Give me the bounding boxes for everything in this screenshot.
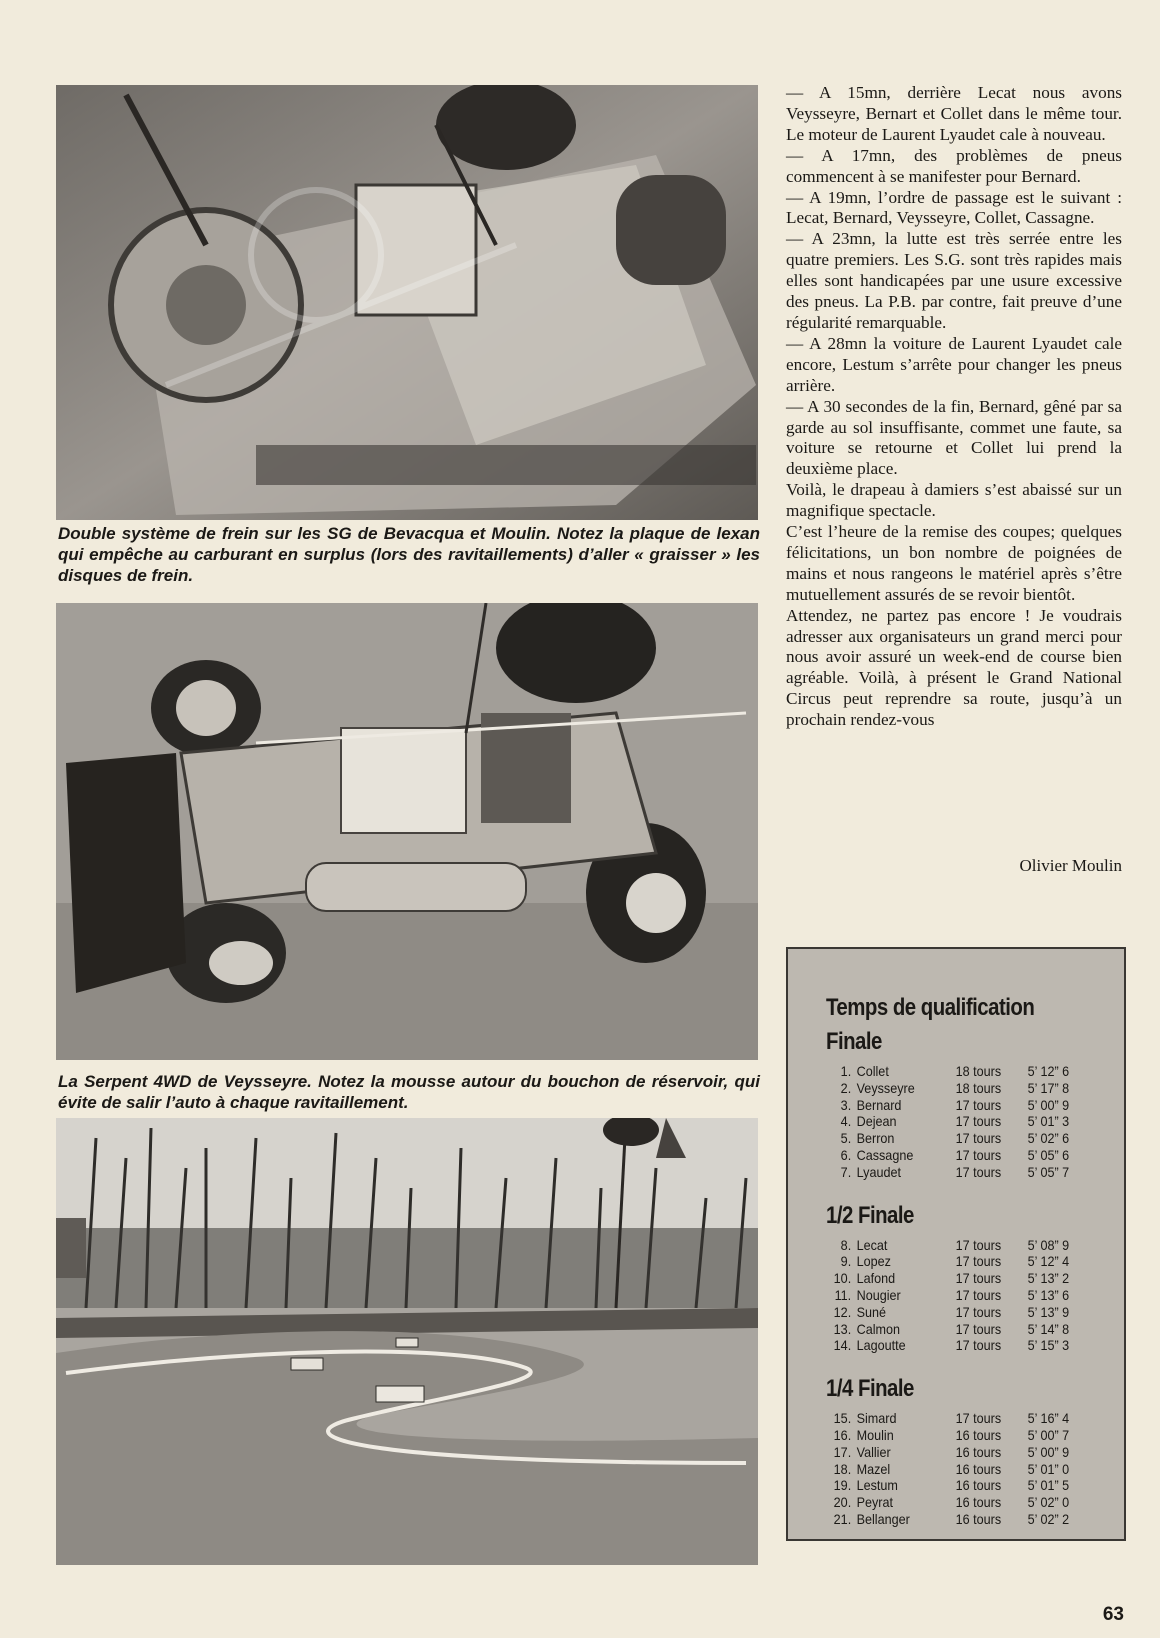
results-laps: 17 tours [955,1270,1002,1287]
results-name: Veysseyre [856,1079,915,1096]
results-time: 5’ 14” 8 [1027,1320,1070,1337]
results-section [826,1025,1124,1181]
results-section [826,1372,1124,1528]
page-number: 63 [1102,1604,1124,1625]
results-row [826,1444,1094,1461]
results-laps: 17 tours [955,1286,1002,1303]
results-rank: 1. [840,1063,852,1079]
results-laps: 17 tours [955,1303,1002,1320]
results-section-heading: 1/4 Finale [826,1375,914,1403]
results-time: 5’ 00” 9 [1027,1096,1070,1113]
results-laps: 17 tours [955,1320,1002,1337]
results-name: Vallier [856,1443,891,1460]
results-list [826,1410,1124,1528]
race-track-photo [56,1118,758,1565]
results-rank: 9. [840,1253,852,1270]
results-rank: 16. [833,1426,852,1443]
results-laps: 17 tours [955,1253,1002,1270]
results-row [826,1147,1094,1164]
results-rank: 3. [840,1096,852,1113]
results-row [826,1164,1094,1181]
results-rank: 10. [833,1270,852,1287]
article-paragraph: — A 15mn, derrière Lecat nous avons Veysseyre, Bernart et Collet dans le même tour. Le moteur de Laurent Lyaudet cale à nouveau. [786,83,1122,144]
results-rank: 13. [833,1320,852,1337]
results-name: Moulin [856,1426,894,1443]
results-time: 5’ 16” 4 [1027,1410,1070,1427]
results-laps: 17 tours [955,1410,1002,1427]
results-laps: 16 tours [955,1426,1002,1443]
results-name: Collet [856,1063,889,1079]
article-paragraph: — A 30 secondes de la fin, Bernard, gêné par sa garde au sol insuffisante, commet une faute, sa voiture se retourne et Collet lui prend la deuxième place. [786,396,1122,479]
results-section-heading: 1/2 Finale [826,1201,914,1229]
results-name: Dejean [856,1113,897,1130]
results-rank: 8. [840,1236,852,1253]
results-row [826,1304,1094,1321]
results-laps: 17 tours [955,1096,1002,1113]
results-list [826,1237,1124,1355]
results-name: Peyrat [856,1494,894,1511]
results-rank: 5. [840,1130,852,1147]
results-time: 5’ 13” 2 [1027,1270,1070,1287]
results-laps: 17 tours [955,1236,1002,1253]
results-rank: 14. [833,1337,852,1354]
results-time: 5’ 12” 6 [1027,1063,1070,1079]
results-rank: 11. [834,1286,852,1303]
results-name: Lestum [856,1477,898,1494]
results-time: 5’ 01” 0 [1027,1460,1070,1477]
results-rank: 21. [833,1510,852,1527]
results-time: 5’ 02” 2 [1027,1510,1070,1527]
results-time: 5’ 12” 4 [1027,1253,1070,1270]
results-rank: 4. [840,1113,852,1130]
results-rank: 20. [833,1494,852,1511]
results-time: 5’ 17” 8 [1027,1079,1070,1096]
results-rank: 19. [833,1477,852,1494]
results-name: Cassagne [856,1146,914,1163]
results-title: Temps de qualification [826,994,1035,1021]
results-time: 5’ 05” 6 [1027,1146,1070,1163]
results-name: Bernard [856,1096,902,1113]
results-rank: 17. [833,1443,852,1460]
results-section [826,1199,1124,1355]
article-paragraph: — A 28mn la voiture de Laurent Lyaudet cale encore, Lestum s’arrête pour changer les pneus arrière. [786,333,1122,395]
results-section-heading: Finale [826,1028,882,1055]
results-name: Bellanger [856,1510,910,1527]
results-laps: 17 tours [955,1113,1002,1130]
article-paragraph: Attendez, ne partez pas encore ! Je voudrais adresser aux organisateurs un grand merci pour nous avoir assuré un week-end de course bien agréable. Voilà, à présent le Grand National Circus peut reprendre sa route, jusqu’à un prochain rendez-vous [786,605,1122,730]
results-laps: 16 tours [955,1494,1002,1511]
results-name: Lagoutte [856,1337,906,1354]
results-name: Nougier [856,1286,901,1303]
results-laps: 18 tours [955,1063,1002,1079]
results-row [826,1461,1094,1478]
results-name: Mazel [856,1460,891,1477]
results-name: Berron [856,1130,895,1147]
results-laps: 17 tours [955,1337,1002,1354]
results-row [826,1427,1094,1444]
results-row [826,1337,1094,1354]
results-row [826,1063,1094,1080]
results-row [826,1253,1094,1270]
article-paragraph: C’est l’heure de la remise des coupes; quelques félicitations, un bon nombre de poignées de mains et nous rangeons le matériel après s’être mutuellement assurés de se revoir bientôt. [786,522,1122,604]
results-time: 5’ 15” 3 [1027,1337,1070,1354]
results-rank: 7. [840,1163,852,1180]
results-row [826,1270,1094,1287]
qualification-results-box [786,947,1126,1541]
results-laps: 18 tours [955,1079,1002,1096]
results-laps: 16 tours [955,1477,1002,1494]
results-name: Lafond [856,1270,896,1287]
results-time: 5’ 00” 9 [1027,1443,1070,1460]
results-row [826,1477,1094,1494]
results-time: 5’ 00” 7 [1027,1426,1070,1443]
results-name: Simard [856,1410,897,1427]
results-row [826,1237,1094,1254]
results-name: Suné [856,1303,887,1320]
results-name: Lyaudet [856,1163,901,1180]
article-paragraph: — A 17mn, des problèmes de pneus commencent à se manifester pour Bernard. [786,145,1122,186]
results-time: 5’ 02” 6 [1027,1130,1070,1147]
results-time: 5’ 13” 9 [1027,1303,1070,1320]
results-time: 5’ 02” 0 [1027,1494,1070,1511]
results-name: Lecat [856,1236,888,1253]
results-row [826,1511,1094,1528]
article-paragraph: Voilà, le drapeau à damiers s’est abaissé sur un magnifique spectacle. [786,480,1122,521]
results-laps: 17 tours [955,1146,1002,1163]
photo-caption-1: Double système de frein sur les SG de Bevacqua et Moulin. Notez la plaque de lexan qui empêche au carburant en surplus (lors des ravitaillements) d’aller « graisser » les disques de frein. [58,524,760,585]
results-laps: 16 tours [955,1510,1002,1527]
results-row [826,1130,1094,1147]
results-time: 5’ 01” 3 [1027,1113,1070,1130]
results-rank: 2. [840,1079,852,1096]
results-sections [826,1025,1124,1528]
results-row [826,1321,1094,1338]
results-rank: 6. [840,1146,852,1163]
author-signature: Olivier Moulin [1019,856,1122,875]
results-row [826,1287,1094,1304]
results-row [826,1097,1094,1114]
article-paragraph: — A 19mn, l’ordre de passage est le suivant : Lecat, Bernard, Veysseyre, Collet, Cassagne. [786,187,1122,228]
results-rank: 15. [833,1410,852,1427]
results-time: 5’ 05” 7 [1027,1163,1070,1180]
results-name: Calmon [856,1320,901,1337]
results-row [826,1080,1094,1097]
photo-caption-2: La Serpent 4WD de Veysseyre. Notez la mousse autour du bouchon de réservoir, qui évite de salir l’auto à chaque ravitaillement. [58,1072,760,1112]
results-row [826,1410,1094,1427]
serpent-car-photo [56,603,758,1060]
results-laps: 17 tours [955,1130,1002,1147]
article-text [786,83,1122,731]
chassis-photo [56,85,758,520]
results-list [826,1063,1124,1181]
results-laps: 16 tours [955,1443,1002,1460]
results-laps: 16 tours [955,1460,1002,1477]
results-time: 5’ 01” 5 [1027,1477,1070,1494]
results-time: 5’ 08” 9 [1027,1236,1070,1253]
results-laps: 17 tours [955,1163,1002,1180]
results-rank: 18. [833,1460,852,1477]
results-rank: 12. [833,1303,852,1320]
results-time: 5’ 13” 6 [1027,1286,1070,1303]
article-paragraph: — A 23mn, la lutte est très serrée entre les quatre premiers. Les S.G. sont très rapides mais elles sont handicapées par une usure excessive des pneus. La P.B. par contre, fait preuve d’une régularité remarquable. [786,229,1122,332]
results-row [826,1494,1094,1511]
results-name: Lopez [856,1253,891,1270]
results-row [826,1113,1094,1130]
